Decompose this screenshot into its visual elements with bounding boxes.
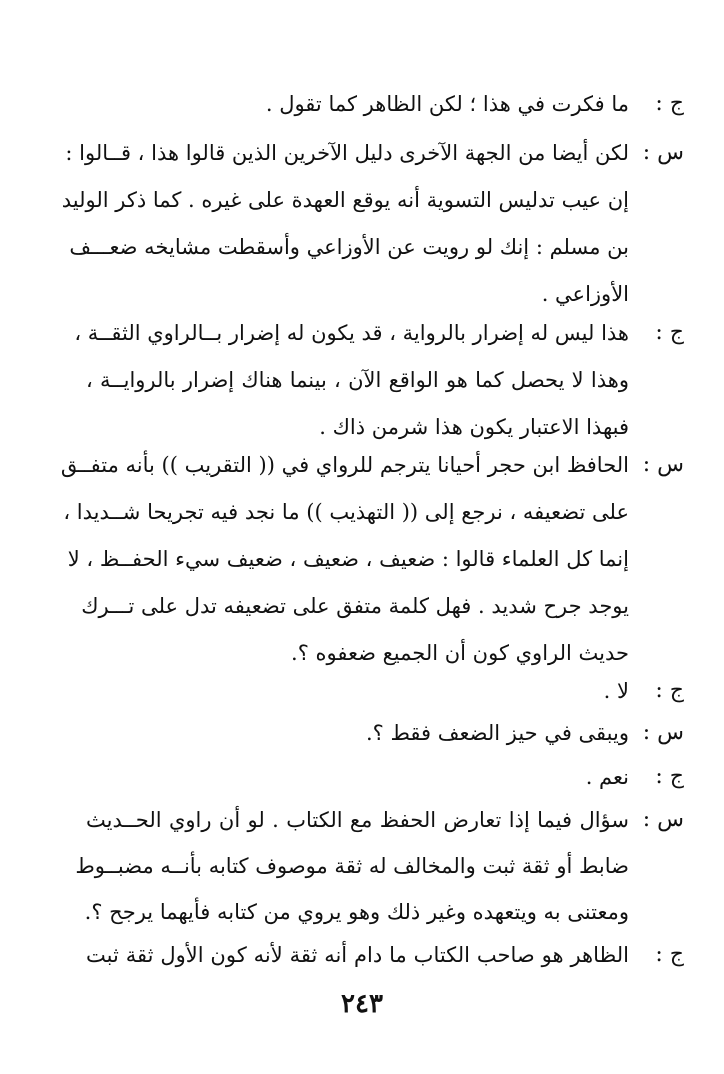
answer-marker: ج : (655, 91, 684, 116)
question-marker: س : (642, 807, 684, 832)
answer-text-line: فبهذا الاعتبار يكون هذا شرمن ذاك . (319, 415, 629, 439)
answer-marker: ج : (655, 764, 684, 789)
question-text-line: حديث الراوي كون أن الجميع ضعفوه ؟. (291, 641, 629, 665)
answer-text-line: لا . (603, 679, 629, 703)
question-marker: س : (642, 140, 684, 165)
question-text-line: يوجد جرح شديد . فهل كلمة متفق على تضعيفه تدل على تـــرك (81, 594, 629, 618)
answer-text-line: نعم . (585, 765, 629, 789)
question-marker: س : (642, 720, 684, 745)
question-text-line: لكن أيضا من الجهة الآخرى دليل الآخرين الذين قالوا هذا ، قــالوا : (65, 141, 629, 165)
question-text-line: بن مسلم : إنك لو رويت عن الأوزاعي وأسقطت مشايخه ضعـــف (69, 235, 629, 259)
question-text-line: على تضعيفه ، نرجع إلى (( التهذيب )) ما نجد فيه تجريحا شــديدا ، (63, 500, 629, 524)
answer-text-line: الظاهر هو صاحب الكتاب ما دام أنه ثقة لأنه كون الأول ثقة ثبت (86, 943, 629, 967)
question-text-line: إنما كل العلماء قالوا : ضعيف ، ضعيف ، ضعيف سيء الحفــظ ، لا (67, 547, 629, 571)
question-text-line: ومعتنى به ويتعهده وغير ذلك وهو يروي من كتابه فأيهما يرجح ؟. (84, 900, 629, 924)
answer-marker: ج : (655, 320, 684, 345)
answer-text-line: ما فكرت في هذا ؛ لكن الظاهر كما تقول . (265, 92, 629, 116)
question-text-line: الحافظ ابن حجر أحيانا يترجم للرواي في (( التقريب )) بأنه متفــق (60, 453, 629, 477)
answer-marker: ج : (655, 678, 684, 703)
question-text-line: ويبقى في حيز الضعف فقط ؟. (365, 721, 629, 745)
question-text-line: ضابط أو ثقة ثبت والمخالف له ثقة موصوف كتابه بأنــه مضبــوط (75, 854, 629, 878)
answer-text-line: هذا ليس له إضرار بالرواية ، قد يكون له إضرار بــالراوي الثقــة ، (74, 321, 629, 345)
answer-marker: ج : (655, 942, 684, 967)
question-marker: س : (642, 452, 684, 477)
answer-text-line: وهذا لا يحصل كما هو الواقع الآن ، بينما هناك إضرار بالروايــة ، (86, 368, 629, 392)
question-text-line: الأوزاعي . (541, 282, 629, 306)
question-text-line: سؤال فيما إذا تعارض الحفظ مع الكتاب . لو أن راوي الحــديث (86, 808, 629, 832)
question-text-line: إن عيب تدليس التسوية أنه يوقع العهدة على غيره . كما ذكر الوليد (61, 188, 629, 212)
page-number: ٢٤٣ (341, 989, 383, 1019)
